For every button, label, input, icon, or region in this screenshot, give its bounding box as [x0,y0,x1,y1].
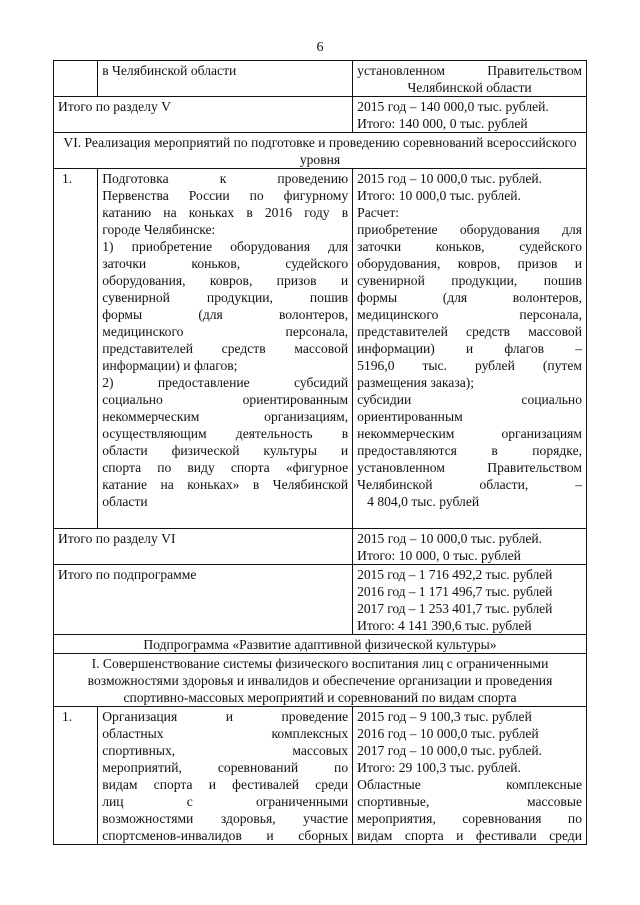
funding-line: 2015 год – 9 100,3 тыс. рублей [357,709,532,724]
num-cell [54,169,98,529]
section-heading-text: I. Совершенствование системы физического воспитания лиц с ограниченными возможностями здоровья и инвалидов и обеспечение организации и проведения спортивно-массовых мероприятий и соревнований по видам спорта [87,656,553,705]
funding-line: Челябинской области [407,80,532,95]
activity-cell [98,169,353,529]
activity-line: представителей средств массовой [102,341,349,356]
funding-line: Итого: 29 100,3 тыс. рублей. [357,760,521,775]
num-cell [54,707,98,845]
funding-line: Расчет: [357,205,400,220]
subprogram-heading-text: Подпрограмма «Развитие адаптивной физической культуры» [143,637,497,652]
section-heading [54,654,587,707]
funding-line: медицинского персонала, [357,307,582,322]
funding-line: некоммерческим организациям [357,426,582,441]
section-heading [54,133,587,169]
funding-line: формы (для волонтеров, [357,290,582,305]
activity-line: информации) и флагов; [102,358,238,373]
funding-line: субсидии социально [357,392,582,407]
activity-line: видам спорта и фестивалей среди [102,777,349,792]
funding-line: Итого: 4 141 390,6 тыс. рублей [357,618,532,633]
num-cell [54,61,98,97]
table-row [54,529,587,565]
activity-cell [98,707,353,845]
funding-line: установленном Правительством [357,63,582,78]
funding-line: 2017 год – 10 000,0 тыс. рублей. [357,743,543,758]
activity-line: 2) предоставление субсидий [102,375,349,390]
total-label: Итого по подпрограмме [58,567,197,582]
funding-cell [353,97,587,133]
table-row [54,635,587,654]
table-row [54,61,587,97]
funding-line: представителей средств массовой [357,324,582,339]
total-label-cell [54,565,353,635]
activity-line: 1) приобретение оборудования для [102,239,349,254]
funding-line: 2015 год – 10 000,0 тыс. рублей. [357,531,543,546]
activity-line: социально ориентированным [102,392,349,407]
activity-line: городе Челябинске: [102,222,216,237]
table-row [54,565,587,635]
table-row [54,654,587,707]
activity-text: в Челябинской области [102,63,237,78]
activity-line: сувенирной продукции, пошив [102,290,349,305]
funding-line: приобретение оборудования для [357,222,582,237]
activity-line: Организация и проведение [102,709,349,724]
activity-line: возможностями здоровья, участие [102,811,349,826]
funding-line: размещения заказа); [357,375,475,390]
funding-line: мероприятия, соревнования по [357,811,582,826]
funding-line: 4 804,0 тыс. рублей [367,494,480,509]
total-label: Итого по разделу VI [58,531,176,546]
activity-line: области физической культуры и [102,443,349,458]
funding-cell [353,565,587,635]
funding-line: Итого: 10 000,0 тыс. рублей. [357,188,521,203]
budget-table [53,60,587,845]
table-row [54,169,587,529]
total-label: Итого по разделу V [58,99,171,114]
funding-line: оборудования, ковров, призов и [357,256,582,271]
funding-line: установленном Правительством [357,460,582,475]
activity-line: спортивных, массовых [102,743,349,758]
activity-line: некоммерческим организациям, [102,409,349,424]
funding-line: 2016 год – 1 171 496,7 тыс. рублей [357,584,553,599]
funding-line: заточки коньков, судейского [357,239,582,254]
funding-line: 2017 год – 1 253 401,7 тыс. рублей [357,601,553,616]
funding-line: Челябинской области, – [357,477,582,492]
activity-line: спорта по виду спорта «фигурное [102,460,349,475]
item-number: 1. [62,709,73,724]
activity-line: мероприятий, соревнований по [102,760,349,775]
activity-line: осуществляющим деятельность в [102,426,349,441]
activity-line: формы (для волонтеров, [102,307,349,322]
activity-line: оборудования, ковров, призов и [102,273,349,288]
subprogram-heading [54,635,587,654]
activity-line: областных комплексных [102,726,349,741]
funding-line: сувенирной продукции, пошив [357,273,582,288]
funding-line: Областные комплексные [357,777,582,792]
funding-cell [353,529,587,565]
funding-line: 2015 год – 140 000,0 тыс. рублей. [357,99,549,114]
activity-line: области [102,494,148,509]
funding-line: Итого: 140 000, 0 тыс. рублей [357,116,528,131]
table-row [54,707,587,845]
funding-line: видам спорта и фестивали среди [357,828,582,843]
activity-line: лиц с ограниченными [102,794,349,809]
activity-line: катание на коньках» в Челябинской [102,477,349,492]
funding-cell [353,707,587,845]
funding-line: предоставляются в порядке, [357,443,582,458]
funding-cell [353,169,587,529]
total-label-cell [54,97,353,133]
funding-line: 2015 год – 1 716 492,2 тыс. рублей [357,567,553,582]
section-heading-text: VI. Реализация мероприятий по подготовке и проведению соревнований всероссийского уровня [63,135,577,167]
funding-line: ориентированным [357,409,463,424]
item-number: 1. [62,171,73,186]
funding-line: 2015 год – 10 000,0 тыс. рублей. [357,171,543,186]
activity-line: Первенства России по фигурному [102,188,349,203]
funding-line: 5196,0 тыс. рублей (путем [357,358,582,373]
page-number: 6 [316,40,324,55]
funding-line: спортивные, массовые [357,794,582,809]
table-row [54,133,587,169]
activity-line: медицинского персонала, [102,324,349,339]
total-label-cell [54,529,353,565]
funding-line: информации) и флагов – [357,341,582,356]
funding-cell [353,61,587,97]
funding-line: 2016 год – 10 000,0 тыс. рублей [357,726,539,741]
funding-line: Итого: 10 000, 0 тыс. рублей [357,548,521,563]
activity-line: катанию на коньках в 2016 году в [102,205,349,220]
table-row [54,97,587,133]
activity-line: спортсменов-инвалидов и сборных [102,828,349,843]
activity-cell [98,61,353,97]
activity-line: заточки коньков, судейского [102,256,349,271]
activity-line: Подготовка к проведению [102,171,349,186]
